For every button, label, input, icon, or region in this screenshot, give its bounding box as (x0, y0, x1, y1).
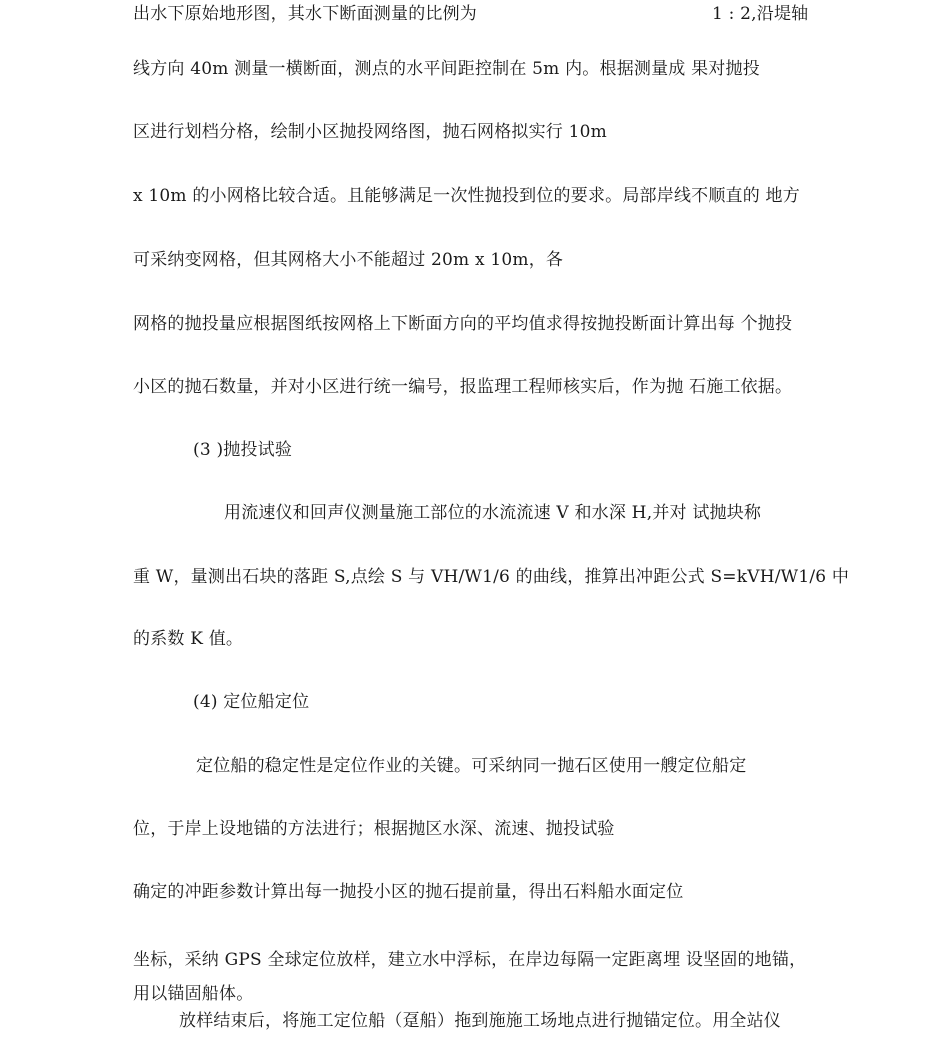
section-heading: (4) 定位船定位 (193, 692, 310, 712)
text-line: 位，于岸上设地锚的方法进行；根据抛区水深、流速、抛投试验 (133, 819, 615, 839)
text-line: 小区的抛石数量，并对小区进行统一编号，报监理工程师核实后，作为抛 石施工依据。 (133, 377, 793, 397)
text-line: 放样结束后，将施工定位船（趸船）拖到施施工场地点进行抛锚定位。用全站仪 (179, 1011, 781, 1031)
text-line: 确定的冲距参数计算出每一抛投小区的抛石提前量，得出石料船水面定位 (133, 882, 684, 902)
text-line: 用以锚固船体。 (133, 984, 254, 1004)
text-line: 定位船的稳定性是定位作业的关键。可采纳同一抛石区使用一艘定位船定 (196, 756, 747, 776)
text-line: 可采纳变网格，但其网格大小不能超过 20m x 10m，各 (133, 250, 564, 270)
text-line: 重 W，量测出石块的落距 S,点绘 S 与 VH/W1/6 的曲线，推算出冲距公式 S=kVH/W1/6 中 (133, 567, 850, 587)
text-line: 线方向 40m 测量一横断面，测点的水平间距控制在 5m 内。根据测量成 果对抛投 (133, 59, 760, 79)
text-line: x 10m 的小网格比较合适。且能够满足一次性抛投到位的要求。局部岸线不顺直的 地方 (133, 186, 800, 206)
text-line: 区进行划档分格，绘制小区抛投网络图，抛石网格拟实行 10m (133, 122, 607, 142)
section-heading: (3 )抛投试验 (193, 440, 293, 460)
text-line: 用流速仪和回声仪测量施工部位的水流流速 V 和水深 H,并对 试抛块称 (224, 503, 762, 523)
text-line-ratio: 1 : 2,沿堤轴 (712, 4, 809, 24)
text-line: 的系数 K 值。 (133, 629, 244, 649)
text-line: 坐标，采纳 GPS 全球定位放样，建立水中浮标，在岸边每隔一定距离埋 设坚固的地锚， (133, 950, 807, 970)
text-line: 网格的抛投量应根据图纸按网格上下断面方向的平均值求得按抛投断面计算出每 个抛投 (133, 314, 793, 334)
text-line: 出水下原始地形图，其水下断面测量的比例为 (133, 4, 477, 24)
